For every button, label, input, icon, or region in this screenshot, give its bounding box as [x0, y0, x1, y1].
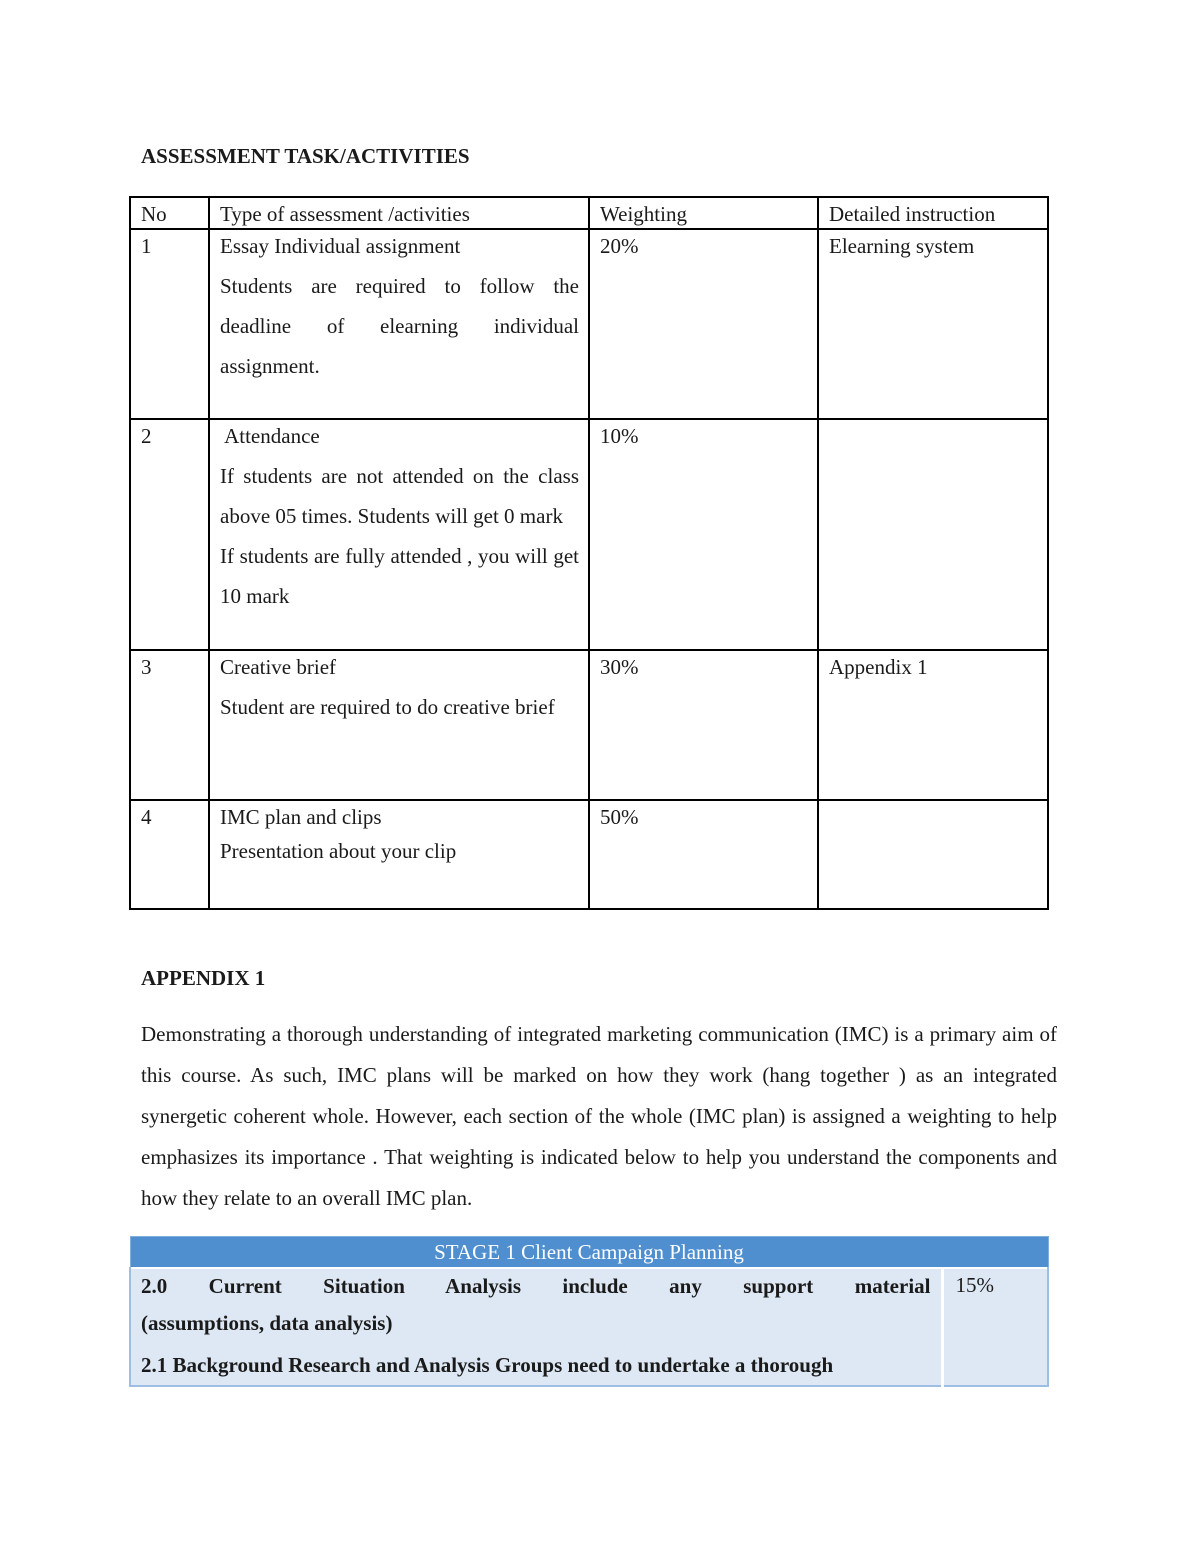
assessment-description-secondary: If students are fully attended , you will get 10 mark — [220, 544, 579, 608]
instruction-cell: Appendix 1 — [818, 650, 1048, 800]
assessment-description: Presentation about your clip — [220, 839, 457, 863]
assessment-type-cell — [209, 419, 589, 650]
stage-table — [129, 1236, 1049, 1387]
row-number: 2 — [130, 419, 209, 650]
stage-header: STAGE 1 Client Campaign Planning — [130, 1237, 1048, 1269]
table-header-row — [130, 197, 1048, 229]
column-header-no: No — [130, 197, 209, 229]
section-cell — [130, 1268, 942, 1386]
weighting-cell: 20% — [589, 229, 818, 419]
assessment-title: Attendance — [220, 424, 320, 448]
assessment-heading: ASSESSMENT TASK/ACTIVITIES — [141, 144, 470, 168]
column-header-weighting: Weighting — [589, 197, 818, 229]
instruction-cell — [818, 800, 1048, 909]
column-header-instruction: Detailed instruction — [818, 197, 1048, 229]
section-2-1-line: 2.1 Background Research and Analysis Groups need to undertake a thorough — [141, 1353, 834, 1377]
table-row — [130, 229, 1048, 419]
section-weight-cell: 15% — [942, 1268, 1048, 1386]
assessment-type-cell — [209, 229, 589, 419]
instruction-cell — [818, 419, 1048, 650]
weighting-cell: 50% — [589, 800, 818, 909]
table-row — [130, 419, 1048, 650]
table-row — [130, 800, 1048, 909]
appendix-heading: APPENDIX 1 — [141, 966, 266, 990]
assessment-title: IMC plan and clips — [220, 805, 382, 829]
assessment-description: If students are not attended on the class above 05 times. Students will get 0 mark — [220, 464, 579, 528]
table-row — [130, 1268, 1048, 1386]
weighting-cell: 10% — [589, 419, 818, 650]
column-header-type: Type of assessment /activities — [209, 197, 589, 229]
instruction-cell: Elearning system — [818, 229, 1048, 419]
appendix-paragraph: Demonstrating a thorough understanding of integrated marketing communication (IMC) is a primary aim of this course. As such, IMC plans will be marked on how they work (hang together ) as an integrated synergetic coherent whole. However, each section of the whole (IMC plan) is assigned a weighting to help emphasizes its importance . That weighting is indicated below to help you understand the components and how they relate to an overall IMC plan. — [141, 1022, 1057, 1210]
row-number: 4 — [130, 800, 209, 909]
row-number: 3 — [130, 650, 209, 800]
row-number: 1 — [130, 229, 209, 419]
assessment-table — [129, 196, 1049, 910]
assessment-title: Creative brief — [220, 655, 337, 679]
section-2-0-line: 2.0 Current Situation Analysis include any support material — [141, 1274, 931, 1298]
assessment-description: Student are required to do creative brief — [220, 695, 555, 719]
weighting-cell: 30% — [589, 650, 818, 800]
assessment-description: Students are required to follow the deadline of elearning individual assignment. — [220, 274, 579, 378]
assessment-title: Essay Individual assignment — [220, 234, 461, 258]
stage-header-row — [130, 1237, 1048, 1269]
assessment-type-cell — [209, 650, 589, 800]
assessment-type-cell — [209, 800, 589, 909]
table-row — [130, 650, 1048, 800]
section-2-0-continuation: (assumptions, data analysis) — [141, 1311, 393, 1335]
